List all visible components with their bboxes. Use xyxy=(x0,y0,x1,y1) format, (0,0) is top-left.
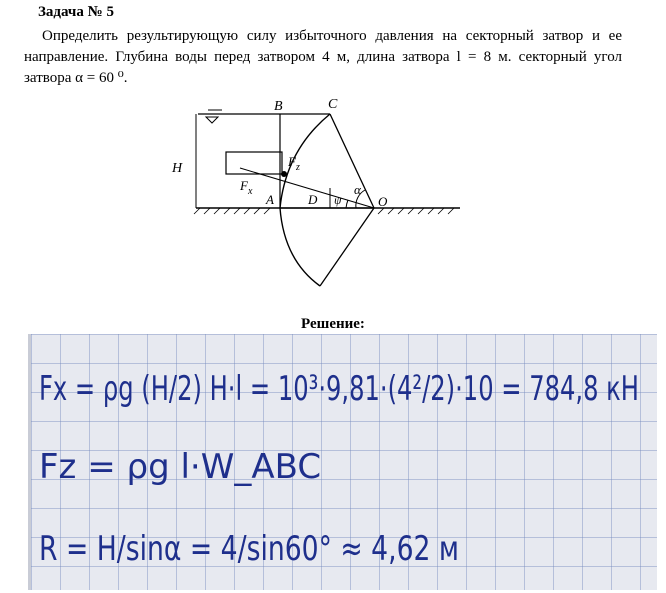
label-a: A xyxy=(266,192,274,207)
fz-formula: Fz = ρg l·W_ABC xyxy=(39,447,322,487)
sector-gate-diagram xyxy=(160,90,480,300)
label-psi: ψ xyxy=(334,193,342,207)
solution-heading: Решение: xyxy=(301,316,365,332)
handwritten-solution xyxy=(28,334,657,590)
label-b: B xyxy=(274,99,283,114)
r-formula: R = H/sinα = 4/sin60° ≈ 4,62 м xyxy=(39,529,459,569)
radius-lower xyxy=(320,208,374,286)
water-level-marker xyxy=(206,117,218,123)
label-d: D xyxy=(308,192,318,207)
pressure-rectangle xyxy=(226,152,282,174)
label-o: O xyxy=(378,194,388,209)
gate-arc xyxy=(280,114,330,286)
fx-formula: Fx = ρg (H/2) H·l = 10³·9,81·(4²/2)·10 = 784,8 кН xyxy=(39,369,639,409)
label-fx: $F_x$ xyxy=(240,178,253,197)
psi-arc xyxy=(346,200,348,208)
label-c: C xyxy=(328,97,338,112)
label-h: H xyxy=(172,161,183,176)
problem-title: Задача № 5 xyxy=(38,4,114,20)
label-alpha: α xyxy=(354,182,361,197)
problem-statement: Определить результирующую силу избыточного давления на секторный затвор и ее направление. Глубина воды перед затвором 4 м, длина затвора l = 8 м. секторный угол затвора α = 60 ⁰. xyxy=(24,28,622,86)
force-point xyxy=(281,171,287,177)
ground-hatch xyxy=(194,208,454,214)
label-fz: $F_z$ xyxy=(288,154,300,173)
